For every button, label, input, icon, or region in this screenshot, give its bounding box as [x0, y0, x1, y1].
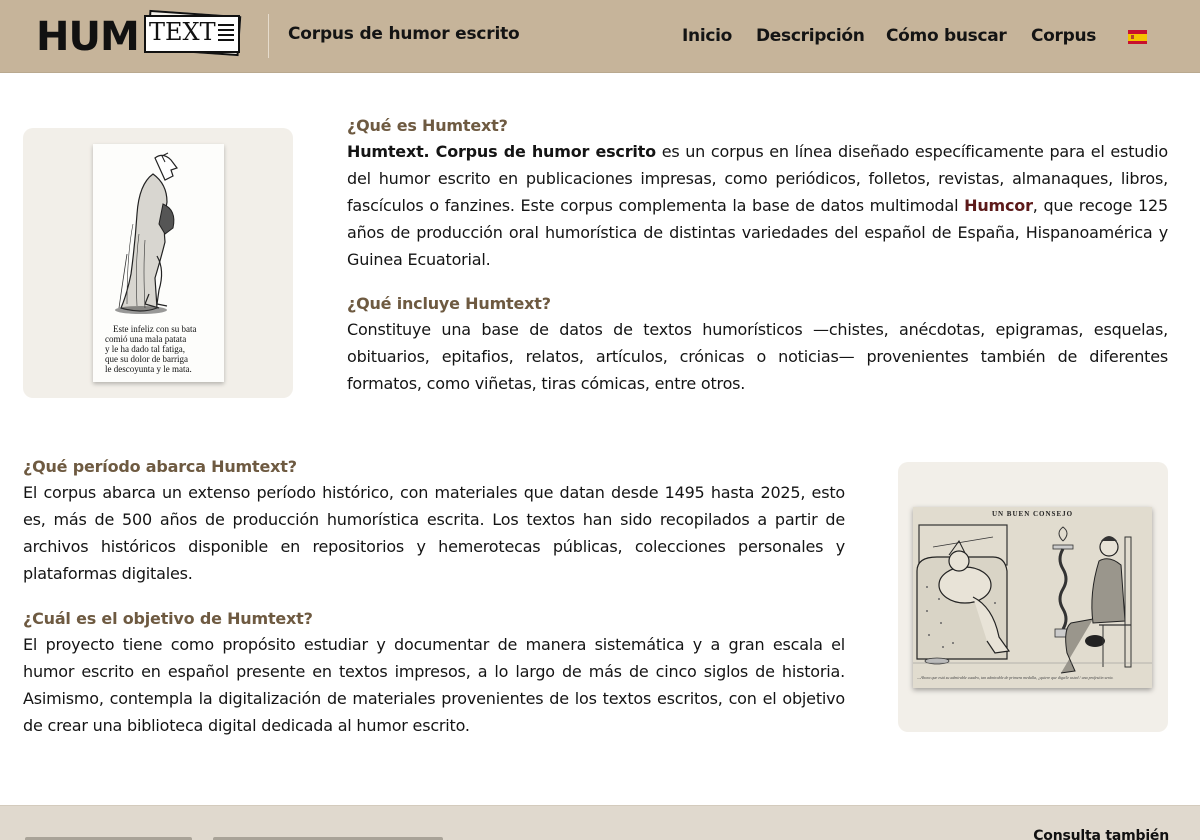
cartoon-title: UN BUEN CONSEJO — [991, 510, 1074, 518]
spain-flag-icon[interactable] — [1128, 30, 1147, 44]
nav-como-buscar[interactable]: Cómo buscar — [886, 26, 1007, 46]
section-body: El corpus abarca un extenso período histórico, con materiales que datan desde 1495 hasta 2025, esto es, más de 500 años de producción humorística escrita. Los textos han sido recopilados a partir de archivos históricos disponible en repositorios y hemerotecas públicas, colecciones personales y plataformas digitales. — [23, 483, 845, 583]
caption-line: Este infeliz con su bata — [113, 324, 197, 334]
section-que-es — [347, 114, 1168, 273]
caption-line: y le ha dado tal fatiga, — [105, 344, 185, 354]
logo-hum-text: HUM — [36, 14, 139, 60]
site-footer — [0, 805, 1200, 840]
engraving-image — [93, 144, 224, 382]
nav-corpus[interactable]: Corpus — [1031, 26, 1097, 46]
section-periodo — [23, 455, 845, 587]
cartoon-image — [913, 507, 1152, 688]
cartoon-caption: —Ahora que está su admirable cuadro, tan admirable de primera medalla, ¿quiere que diga/le usted / una profesión seria. — [917, 675, 1114, 680]
section-title: ¿Qué incluye Humtext? — [347, 294, 551, 313]
caption-line: comió una mala patata — [105, 334, 187, 344]
section-body: El proyecto tiene como propósito estudiar y documentar de manera sistemática y a gran escala el humor escrito en español presente en textos impresos, a lo largo de más de cinco siglos de historia. Asimismo, contempla la digitalización de materiales provenientes de los textos escritos, con el objetivo de crear una biblioteca digital dedicada al humor escrito. — [23, 635, 845, 735]
body-text: es un corpus en línea diseñado específicamente para el estudio del humor escrito en publicaciones impresas, como periódicos, folletos, revistas, almanaques, libros, fascículos o fanzines. Este corpus complementa la base de datos multimodal — [347, 142, 1168, 215]
humtext-logo[interactable] — [36, 9, 248, 65]
image-card-left — [23, 128, 293, 398]
caption-line: que su dolor de barriga — [105, 354, 188, 364]
consult-also-label: Consulta también — [1033, 828, 1169, 840]
site-tagline: Corpus de humor escrito — [288, 24, 520, 44]
engraving-caption — [105, 324, 220, 374]
humcor-link[interactable]: Humcor — [964, 196, 1033, 215]
body-text: , que recoge 125 años de producción oral humorística de distintas variedades del español de España, Hispanoamérica y Guinea Ecuatorial. — [347, 196, 1168, 269]
header-divider — [268, 14, 269, 58]
section-title: ¿Qué es Humtext? — [347, 116, 508, 135]
image-card-right — [898, 462, 1168, 732]
cartoon-illustration-icon — [913, 507, 1152, 688]
logo-text-text: TEXT — [149, 18, 216, 46]
section-title: ¿Cuál es el objetivo de Humtext? — [23, 609, 313, 628]
logo-lines-icon — [218, 24, 234, 44]
section-title: ¿Qué período abarca Humtext? — [23, 457, 297, 476]
section-objetivo — [23, 607, 845, 739]
nav-inicio[interactable]: Inicio — [682, 26, 733, 46]
nav-descripcion[interactable]: Descripción — [756, 26, 865, 46]
bold-lead: Humtext. Corpus de humor escrito — [347, 142, 656, 161]
section-body — [347, 138, 1168, 273]
section-body: Constituye una base de datos de textos humorísticos —chistes, anécdotas, epigramas, esquelas, obituarios, epitafios, relatos, artículos, crónicas o noticias— provenientes también de diferentes formatos, como viñetas, tiras cómicas, entre otros. — [347, 320, 1168, 393]
site-header — [0, 0, 1200, 73]
caption-line: le descoyunta y le mata. — [105, 364, 192, 374]
sick-man-illustration-icon — [93, 144, 224, 319]
section-que-incluye — [347, 292, 1168, 397]
